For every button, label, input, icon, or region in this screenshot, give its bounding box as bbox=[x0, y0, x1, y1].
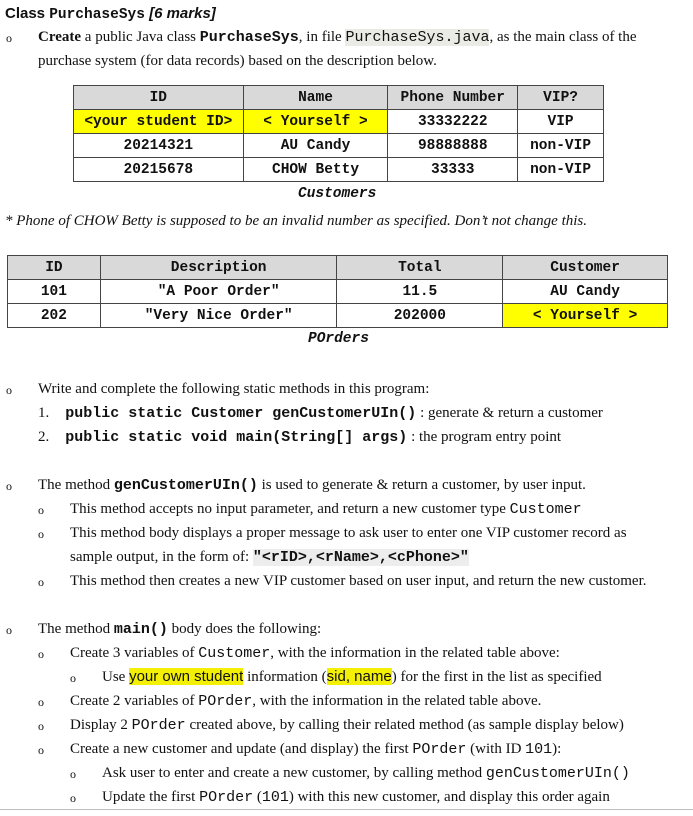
sub-bullet-icon: o bbox=[38, 647, 44, 661]
table-cell: VIP bbox=[518, 110, 604, 134]
sub-bullet-icon: o bbox=[38, 695, 44, 709]
porders-table bbox=[7, 255, 668, 328]
table-cell: "A Poor Order" bbox=[100, 280, 337, 304]
table-row bbox=[74, 134, 604, 158]
bullet-icon: o bbox=[6, 383, 12, 397]
column-header: Name bbox=[243, 86, 388, 110]
gen-bullet-2: This method body displays a proper message to ask user to enter one VIP customer record as bbox=[70, 525, 627, 541]
table-cell: AU Candy bbox=[503, 280, 668, 304]
main-step-3: Display 2 POrder created above, by calling their related method (as sample display below) bbox=[70, 717, 624, 734]
sub-sub-bullet-icon: o bbox=[70, 767, 76, 781]
main-step-4: Create a new customer and update (and display) the first POrder (with ID 101): bbox=[70, 741, 562, 758]
main-step-1: Create 3 variables of Customer, with the information in the related table above: bbox=[70, 645, 560, 662]
table-row bbox=[8, 304, 668, 328]
table-row bbox=[74, 110, 604, 134]
customers-caption: Customers bbox=[298, 186, 377, 202]
table-row bbox=[8, 280, 668, 304]
sub-bullet-icon: o bbox=[38, 503, 44, 517]
methods-intro: Write and complete the following static methods in this program: bbox=[38, 381, 430, 397]
bullet-icon: o bbox=[6, 623, 12, 637]
table-cell: 20214321 bbox=[74, 134, 244, 158]
bullet-icon: o bbox=[6, 479, 12, 493]
column-header: ID bbox=[8, 256, 101, 280]
gen-bullet-3: This method then creates a new VIP customer based on user input, and return the new customer. bbox=[70, 573, 647, 589]
table-cell: 33333 bbox=[388, 158, 518, 182]
customers-table bbox=[73, 85, 604, 182]
table-cell: 101 bbox=[8, 280, 101, 304]
table-cell: 98888888 bbox=[388, 134, 518, 158]
phone-note: * Phone of CHOW Betty is supposed to be an invalid number as specified. Don’t not change this. bbox=[5, 213, 588, 229]
table-cell: < Yourself > bbox=[503, 304, 668, 328]
main-intro: The method main() body does the following: bbox=[38, 621, 322, 638]
table-cell: AU Candy bbox=[243, 134, 388, 158]
table-cell: 202 bbox=[8, 304, 101, 328]
column-header: Phone Number bbox=[388, 86, 518, 110]
sub-bullet-icon: o bbox=[38, 743, 44, 757]
bullet-icon: o bbox=[6, 31, 12, 45]
sub-bullet-icon: o bbox=[38, 719, 44, 733]
main-step-2: Create 2 variables of POrder, with the information in the related table above. bbox=[70, 693, 542, 710]
table-cell: < Yourself > bbox=[243, 110, 388, 134]
page-bottom-rule bbox=[0, 809, 693, 810]
table-cell: non-VIP bbox=[518, 158, 604, 182]
table-row bbox=[74, 158, 604, 182]
table-cell: 20215678 bbox=[74, 158, 244, 182]
column-header: Customer bbox=[503, 256, 668, 280]
table-header-row bbox=[74, 86, 604, 110]
column-header: ID bbox=[74, 86, 244, 110]
table-cell: 33332222 bbox=[388, 110, 518, 134]
column-header: VIP? bbox=[518, 86, 604, 110]
table-cell: 202000 bbox=[337, 304, 503, 328]
table-cell: non-VIP bbox=[518, 134, 604, 158]
column-header: Total bbox=[337, 256, 503, 280]
table-cell: "Very Nice Order" bbox=[100, 304, 337, 328]
table-header-row bbox=[8, 256, 668, 280]
porders-caption: POrders bbox=[308, 331, 369, 347]
method-item: 1. public static Customer genCustomerUIn() : generate & return a customer bbox=[38, 405, 603, 422]
sub-sub-bullet-icon: o bbox=[70, 671, 76, 685]
gen-bullet-1: This method accepts no input parameter, and return a new customer type Customer bbox=[70, 501, 582, 518]
gen-bullet-2-cont: sample output, in the form of: "<rID>,<rName>,<cPhone>" bbox=[70, 549, 469, 566]
create-class-text-cont: purchase system (for data records) based on the description below. bbox=[38, 53, 437, 69]
gen-intro: The method genCustomerUIn() is used to generate & return a customer, by user input. bbox=[38, 477, 586, 494]
method-item: 2. public static void main(String[] args) : the program entry point bbox=[38, 429, 562, 446]
sub-bullet-icon: o bbox=[38, 527, 44, 541]
main-step-1-sub: Use your own student information (sid, name) for the first in the list as specified bbox=[102, 668, 602, 685]
table-cell: 11.5 bbox=[337, 280, 503, 304]
sub-bullet-icon: o bbox=[38, 575, 44, 589]
sub-sub-bullet-icon: o bbox=[70, 791, 76, 805]
create-class-text: Create a public Java class PurchaseSys, in file PurchaseSys.java, as the main class of the bbox=[38, 29, 637, 46]
table-cell: <your student ID> bbox=[74, 110, 244, 134]
table-cell: CHOW Betty bbox=[243, 158, 388, 182]
column-header: Description bbox=[100, 256, 337, 280]
main-step-4-sub-1: Ask user to enter and create a new customer, by calling method genCustomerUIn() bbox=[102, 765, 630, 782]
main-step-4-sub-2: Update the first POrder (101) with this new customer, and display this order again bbox=[102, 789, 610, 806]
section-heading: Class PurchaseSys [6 marks] bbox=[5, 5, 216, 23]
